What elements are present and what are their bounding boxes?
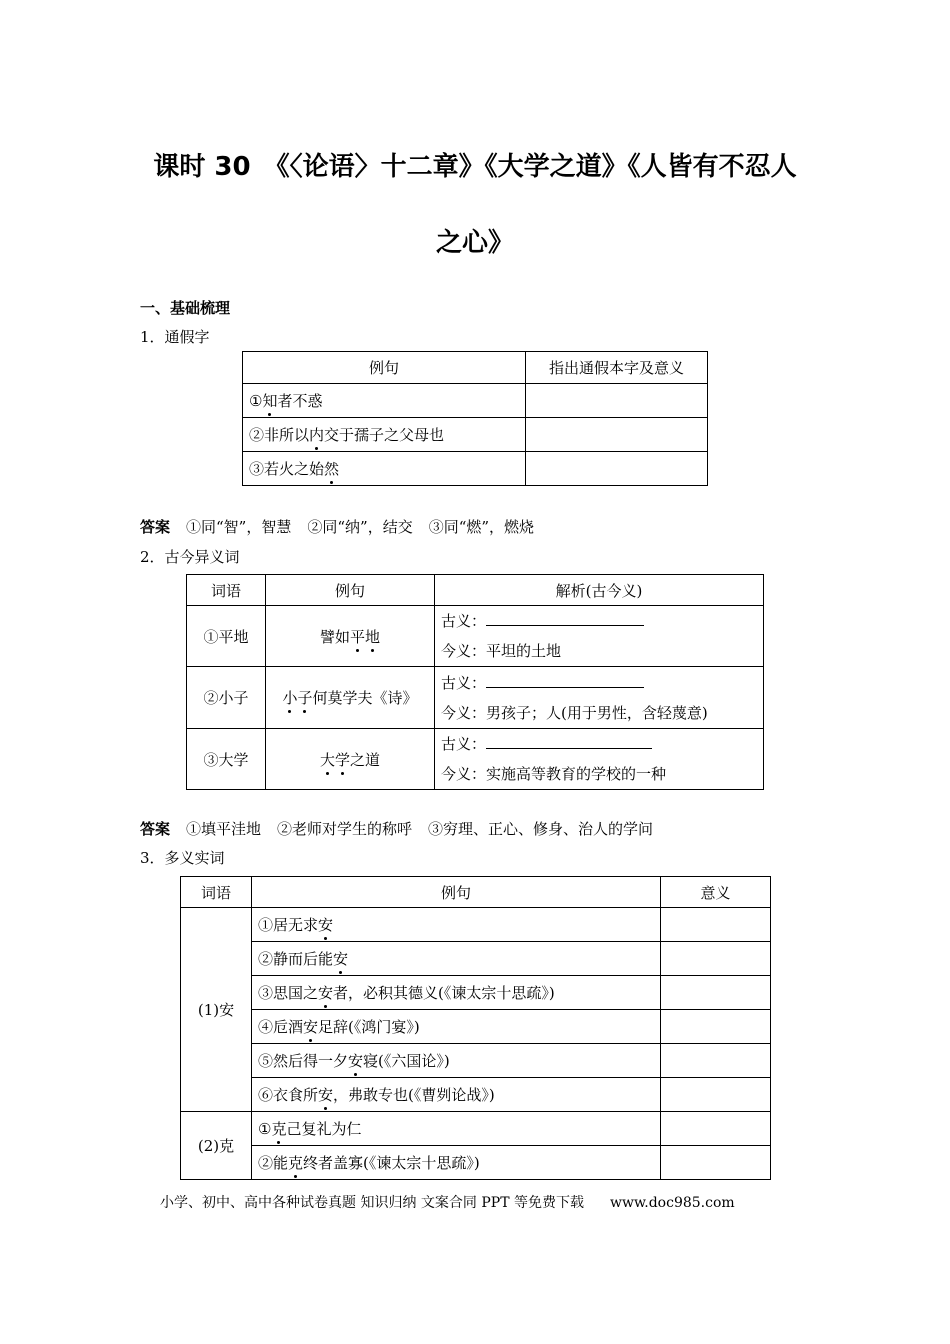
word-cell: ②小子	[187, 667, 266, 729]
gujin-table	[186, 574, 764, 790]
example-cell: 大学之道	[266, 729, 435, 790]
table-row	[243, 418, 708, 452]
answer-blank-cell	[661, 1112, 771, 1146]
word-cell: (2)克	[181, 1112, 252, 1180]
answer-item: ③穷理、正心、修身、治人的学问	[428, 820, 654, 838]
answer-label: 答案	[140, 518, 171, 536]
q3-heading: 3．多义实词	[140, 849, 225, 867]
emphasis-char: 安	[333, 950, 349, 968]
example-cell: ④卮酒安足辞(《鸿门宴》)	[252, 1010, 661, 1044]
answer-2	[140, 818, 669, 839]
example-cell: ②能克终者盖寡(《谏太宗十思疏》)	[252, 1146, 661, 1180]
answer-item: ①同“智”，智慧	[186, 518, 292, 536]
tongjia-table	[242, 351, 708, 486]
answer-blank-cell	[661, 942, 771, 976]
emphasis-char: 安	[303, 1018, 319, 1036]
col-header-example: 例句	[252, 877, 661, 908]
answer-blank-cell	[661, 1146, 771, 1180]
example-cell: 譬如平地	[266, 606, 435, 667]
table-row	[181, 1010, 771, 1044]
answer-blank-cell	[526, 384, 708, 418]
col-header-analysis: 解析(古今义)	[435, 575, 764, 606]
fill-blank	[486, 675, 644, 688]
col-header-word: 词语	[181, 877, 252, 908]
table-row	[243, 452, 708, 486]
example-cell: ①居无求安	[252, 908, 661, 942]
answer-blank-cell	[526, 418, 708, 452]
answer-blank-cell	[661, 976, 771, 1010]
emphasis-char: 克	[271, 1120, 287, 1138]
table-row	[187, 667, 764, 729]
example-cell: ⑥衣食所安，弗敢专也(《曹刿论战》)	[252, 1078, 661, 1112]
q2-heading: 2．古今异义词	[140, 548, 240, 566]
emphasis-char: 地	[365, 627, 381, 646]
footer-site-link[interactable]: www.doc985.com	[609, 1195, 735, 1211]
example-cell: 小子何莫学夫《诗》	[266, 667, 435, 729]
table-row	[187, 606, 764, 667]
col-header-example: 例句	[266, 575, 435, 606]
page-footer	[160, 1192, 735, 1212]
col-header-example: 例句	[243, 352, 526, 384]
answer-item: ②同“纳”，结交	[307, 518, 413, 536]
modern-meaning: 今义：平坦的土地	[441, 642, 562, 660]
example-cell: ③若火之始然	[243, 452, 526, 486]
answer-item: ①填平洼地	[186, 820, 262, 838]
table-row	[181, 942, 771, 976]
answer-blank-cell	[661, 1078, 771, 1112]
fill-blank	[486, 613, 644, 626]
example-cell: ①知者不惑	[243, 384, 526, 418]
ancient-meaning-label: 古义：	[441, 735, 487, 753]
emphasis-char: 克	[288, 1154, 304, 1172]
analysis-cell	[435, 729, 764, 790]
modern-meaning: 今义：实施高等教育的学校的一种	[441, 765, 667, 783]
section-heading: 一、基础梳理	[140, 299, 231, 317]
analysis-cell	[435, 667, 764, 729]
emphasis-char: 内	[309, 426, 325, 444]
analysis-cell	[435, 606, 764, 667]
answer-blank-cell	[526, 452, 708, 486]
emphasis-char: 然	[324, 460, 340, 478]
emphasis-char: 平	[349, 627, 365, 646]
word-cell: (1)安	[181, 908, 252, 1112]
emphasis-char: 安	[318, 1086, 334, 1104]
emphasis-char: 小	[282, 689, 298, 707]
example-cell: ②非所以内交于孺子之父母也	[243, 418, 526, 452]
emphasis-char: 知	[262, 392, 278, 410]
emphasis-char: 学	[334, 750, 350, 769]
emphasis-char: 安	[318, 984, 334, 1002]
col-header-meaning: 意义	[661, 877, 771, 908]
emphasis-char: 大	[319, 750, 335, 769]
ancient-meaning-label: 古义：	[441, 673, 487, 692]
table-row	[181, 1112, 771, 1146]
answer-1	[140, 516, 550, 537]
modern-meaning: 今义：男孩子；人(用于男性，含轻蔑意)	[441, 703, 708, 722]
page-title-line-2: 之心》	[435, 228, 514, 258]
emphasis-char: 安	[348, 1052, 364, 1070]
polysemy-table	[180, 876, 771, 1180]
table-row	[243, 384, 708, 418]
q1-heading: 1．通假字	[140, 328, 210, 346]
answer-item: ②老师对学生的称呼	[277, 820, 413, 838]
footer-text: 小学、初中、高中各种试卷真题 知识归纳 文案合同 PPT 等免费下载	[160, 1195, 584, 1211]
example-cell: ①克己复礼为仁	[252, 1112, 661, 1146]
table-row	[181, 1078, 771, 1112]
emphasis-char: 安	[318, 916, 334, 934]
answer-blank-cell	[661, 1044, 771, 1078]
example-cell: ⑤然后得一夕安寝(《六国论》)	[252, 1044, 661, 1078]
table-row	[181, 1044, 771, 1078]
table-row	[181, 976, 771, 1010]
word-cell: ①平地	[187, 606, 266, 667]
col-header-meaning: 指出通假本字及意义	[526, 352, 708, 384]
emphasis-char: 子	[297, 689, 313, 707]
table-row	[181, 908, 771, 942]
table-row	[187, 729, 764, 790]
col-header-word: 词语	[187, 575, 266, 606]
answer-blank-cell	[661, 1010, 771, 1044]
table-row	[181, 1146, 771, 1180]
example-cell: ②静而后能安	[252, 942, 661, 976]
answer-blank-cell	[661, 908, 771, 942]
example-cell: ③思国之安者，必积其德义(《谏太宗十思疏》)	[252, 976, 661, 1010]
word-cell: ③大学	[187, 729, 266, 790]
page-title-line-1: 课时 30 《〈论语〉十二章》《大学之道》《人皆有不忍人	[153, 152, 797, 182]
fill-blank	[486, 736, 652, 749]
answer-label: 答案	[140, 820, 171, 838]
ancient-meaning-label: 古义：	[441, 612, 487, 630]
answer-item: ③同“燃”，燃烧	[428, 518, 535, 536]
